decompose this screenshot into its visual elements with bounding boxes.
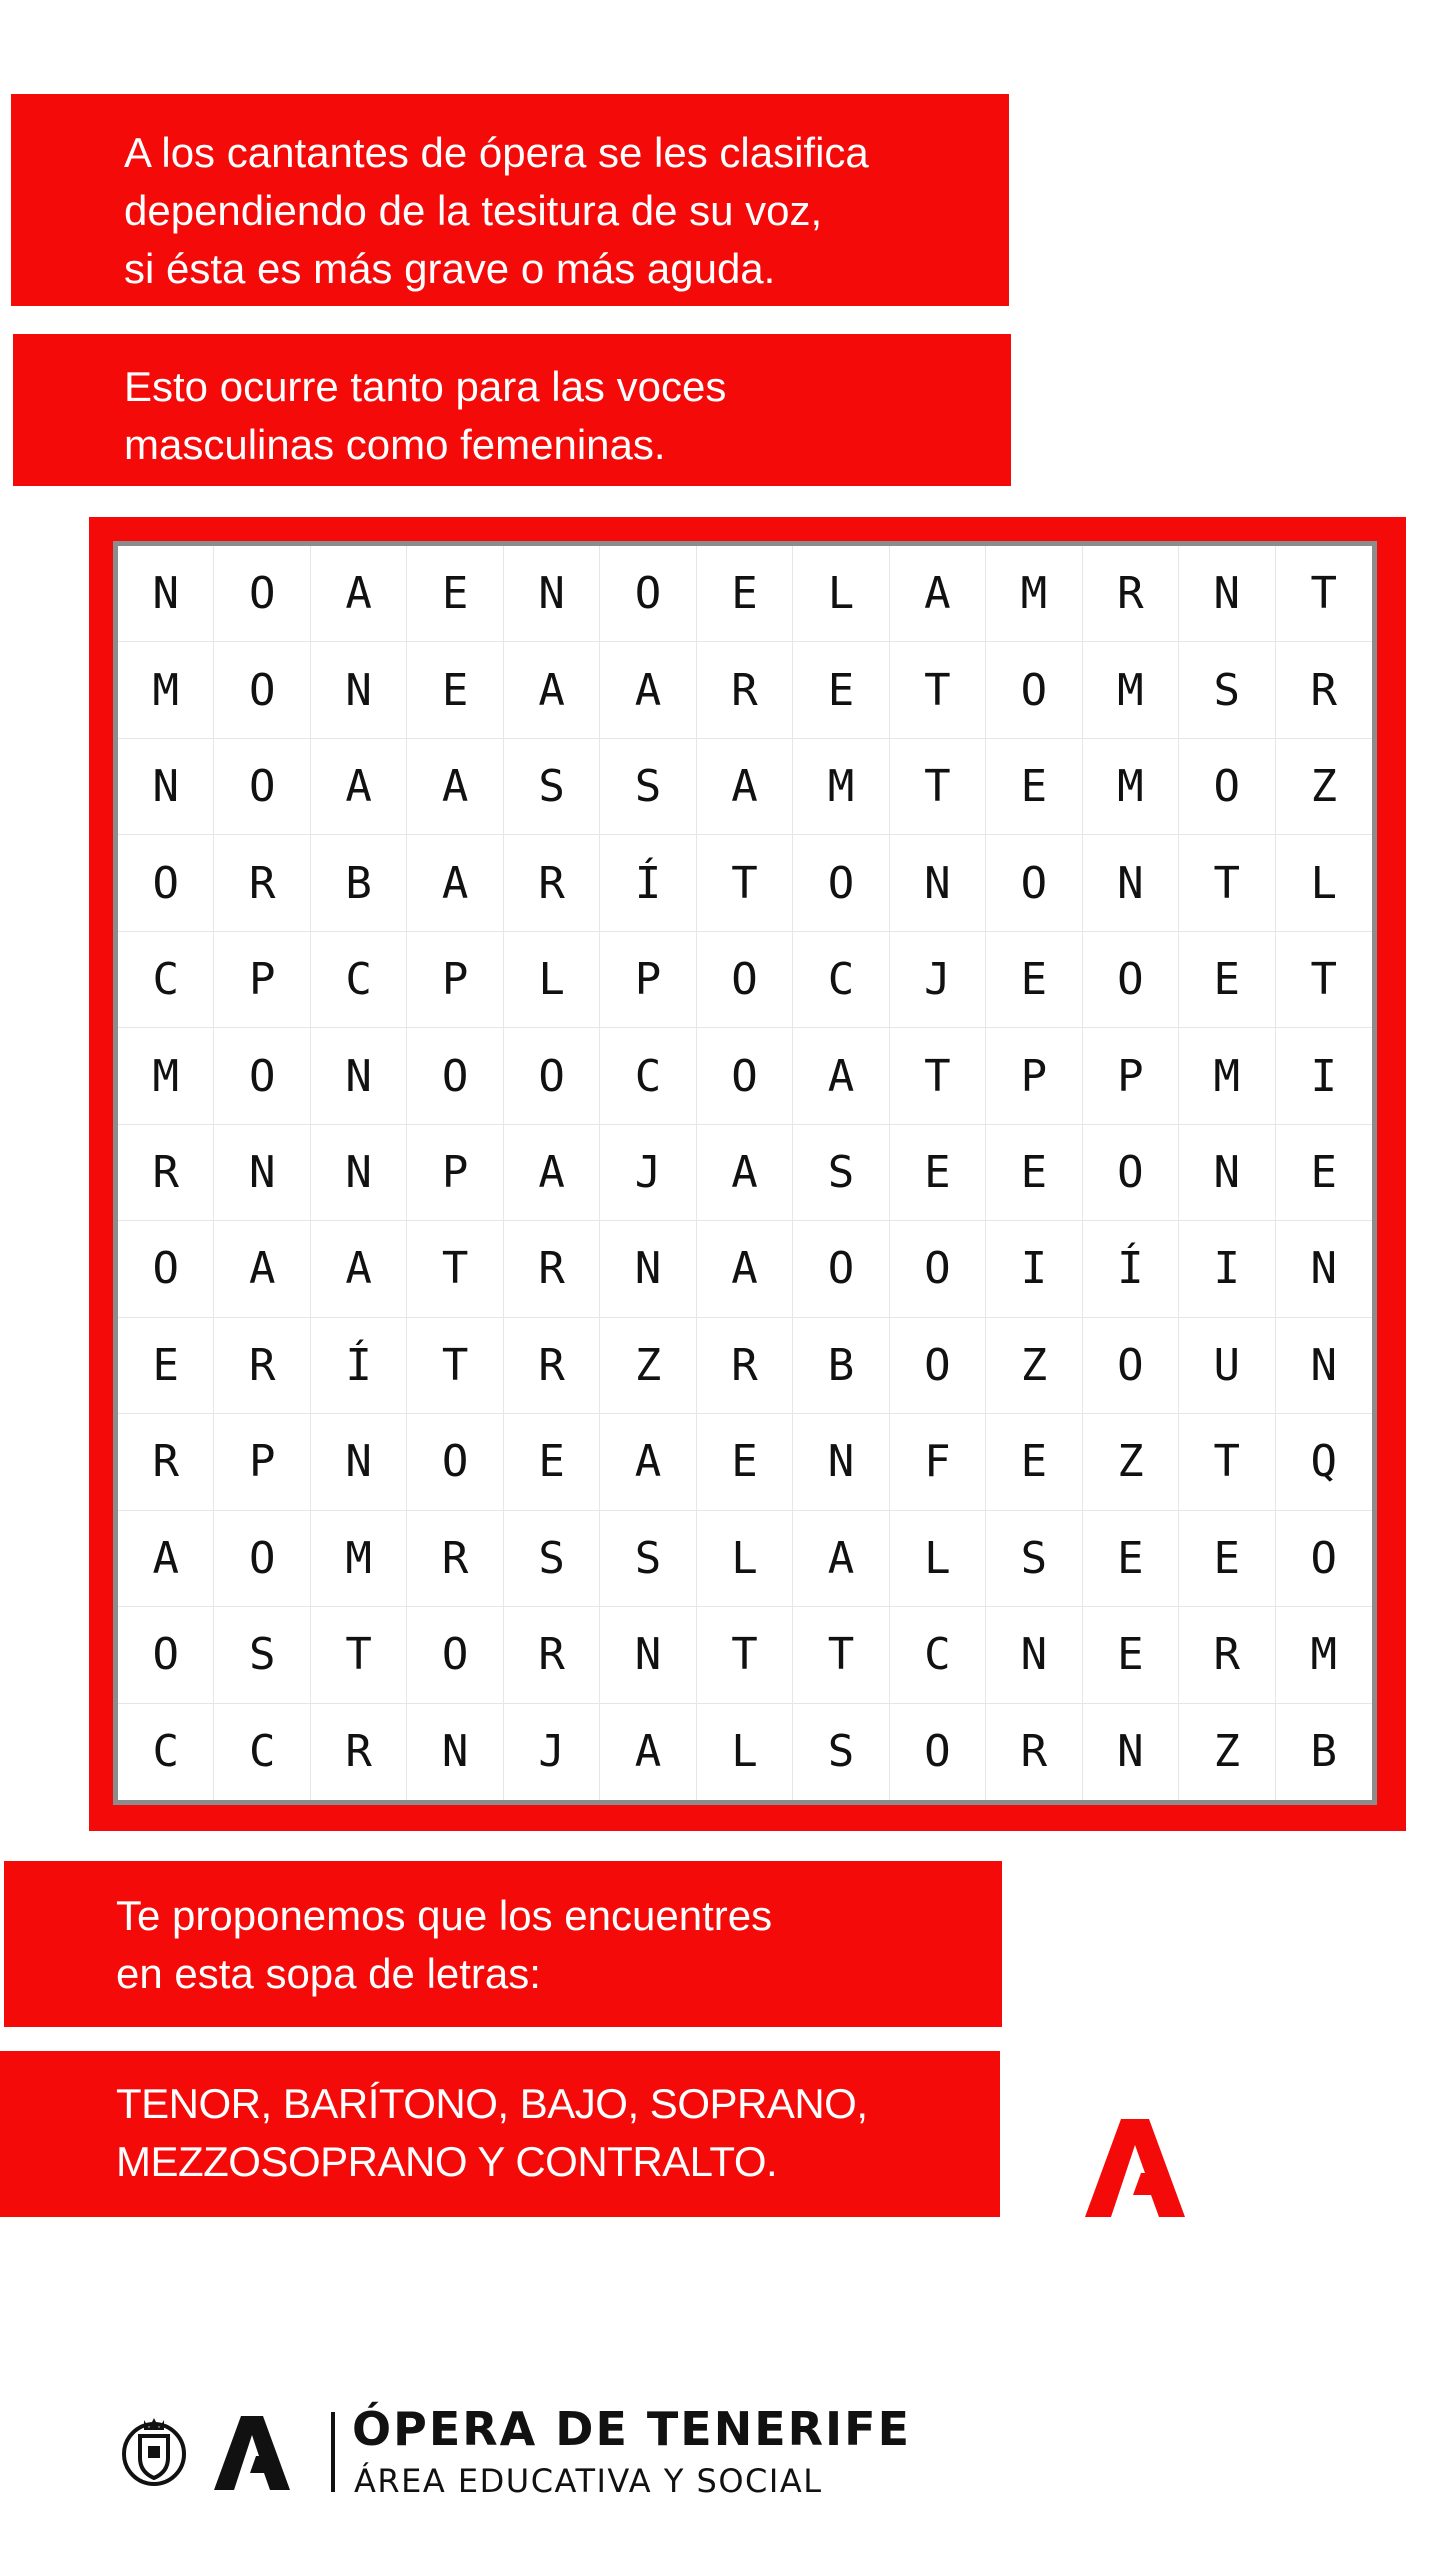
intro2-line: masculinas como femeninas. xyxy=(124,421,666,468)
grid-cell[interactable]: Í xyxy=(311,1318,407,1414)
footer-divider xyxy=(331,2412,335,2492)
grid-cell[interactable]: I xyxy=(986,1221,1082,1317)
grid-cell[interactable]: N xyxy=(1179,1125,1275,1221)
grid-cell[interactable]: A xyxy=(407,739,503,835)
grid-cell[interactable]: E xyxy=(1083,1511,1179,1607)
grid-cell[interactable]: S xyxy=(986,1511,1082,1607)
grid-cell[interactable]: R xyxy=(214,835,310,931)
intro-line: si ésta es más grave o más aguda. xyxy=(124,245,776,292)
grid-cell[interactable]: E xyxy=(407,546,503,642)
grid-cell[interactable]: A xyxy=(793,1028,889,1124)
grid-cell[interactable]: T xyxy=(1276,932,1372,1028)
footer-subtitle: ÁREA EDUCATIVA Y SOCIAL xyxy=(354,2462,823,2500)
grid-cell[interactable]: A xyxy=(311,1221,407,1317)
grid-cell[interactable]: E xyxy=(890,1125,986,1221)
opera-a-logo-icon xyxy=(1085,2115,1193,2217)
grid-cell[interactable]: T xyxy=(697,835,793,931)
grid-cell[interactable]: L xyxy=(1276,835,1372,931)
grid-cell[interactable]: O xyxy=(1083,1318,1179,1414)
grid-cell[interactable]: M xyxy=(793,739,889,835)
grid-cell[interactable]: N xyxy=(1083,835,1179,931)
grid-cell[interactable]: L xyxy=(697,1704,793,1800)
grid-cell[interactable]: M xyxy=(118,1028,214,1124)
grid-cell[interactable]: S xyxy=(504,1511,600,1607)
grid-cell[interactable]: M xyxy=(1083,642,1179,738)
grid-cell[interactable]: Z xyxy=(1083,1414,1179,1510)
grid-cell[interactable]: N xyxy=(311,1028,407,1124)
grid-cell[interactable]: A xyxy=(890,546,986,642)
prompt-line: Te proponemos que los encuentres xyxy=(116,1892,773,1939)
grid-cell[interactable]: R xyxy=(311,1704,407,1800)
grid-cell[interactable]: N xyxy=(118,546,214,642)
grid-cell[interactable]: P xyxy=(214,932,310,1028)
grid-cell[interactable]: O xyxy=(697,1028,793,1124)
grid-cell[interactable]: A xyxy=(311,546,407,642)
grid-cell[interactable]: L xyxy=(697,1511,793,1607)
grid-cell[interactable]: A xyxy=(504,1125,600,1221)
grid-cell[interactable]: O xyxy=(1083,932,1179,1028)
grid-cell[interactable]: Q xyxy=(1276,1414,1372,1510)
footer-title: ÓPERA DE TENERIFE xyxy=(352,2402,912,2456)
grid-cell[interactable]: M xyxy=(118,642,214,738)
grid-cell[interactable]: T xyxy=(890,739,986,835)
grid-cell[interactable]: N xyxy=(407,1704,503,1800)
grid-cell[interactable]: B xyxy=(1310,1726,1338,1778)
grid-cell[interactable]: O xyxy=(1083,1125,1179,1221)
grid-cell[interactable]: A xyxy=(600,642,696,738)
grid-cell[interactable]: Í xyxy=(600,835,696,931)
prompt-text-box xyxy=(4,1861,1002,2027)
grid-cell[interactable]: P xyxy=(986,1028,1082,1124)
grid-cell[interactable]: A xyxy=(600,1414,696,1510)
grid-cell[interactable]: O xyxy=(407,1607,503,1703)
opera-a-logo-icon-footer xyxy=(214,2413,296,2490)
grid-cell[interactable]: Z xyxy=(1276,739,1372,835)
word-list-line: TENOR, BARÍTONO, BAJO, SOPRANO, xyxy=(116,2080,868,2127)
grid-cell[interactable]: O xyxy=(214,739,310,835)
grid-cell[interactable]: Z xyxy=(986,1318,1082,1414)
grid-cell[interactable]: O xyxy=(214,1511,310,1607)
grid-cell[interactable]: T xyxy=(407,1221,503,1317)
grid-cell[interactable]: Í xyxy=(1083,1221,1179,1317)
grid-cell[interactable]: T xyxy=(407,1318,503,1414)
grid-cell[interactable]: L xyxy=(504,932,600,1028)
grid-cell[interactable]: T xyxy=(1276,546,1372,642)
grid-cell[interactable]: U xyxy=(1179,1318,1275,1414)
grid-cell[interactable]: R xyxy=(214,1318,310,1414)
grid-cell[interactable]: O xyxy=(504,1028,600,1124)
grid-cell[interactable]: O xyxy=(890,1704,986,1800)
grid-cell[interactable]: O xyxy=(793,1221,889,1317)
grid-cell[interactable]: M xyxy=(311,1511,407,1607)
grid-cell[interactable]: E xyxy=(1179,932,1275,1028)
grid-cell[interactable]: O xyxy=(214,642,310,738)
grid-cell[interactable]: O xyxy=(118,1221,214,1317)
grid-cell[interactable]: S xyxy=(600,1511,696,1607)
grid-cell[interactable]: N xyxy=(1276,1318,1372,1414)
grid-cell[interactable]: A xyxy=(214,1221,310,1317)
grid-cell[interactable]: S xyxy=(1179,642,1275,738)
intro2-text-box xyxy=(13,334,1011,486)
grid-cell[interactable]: N xyxy=(1083,1704,1179,1800)
grid-cell[interactable]: E xyxy=(986,739,1082,835)
grid-cell[interactable]: N xyxy=(1179,546,1275,642)
grid-cell[interactable]: A xyxy=(118,1511,214,1607)
grid-cell[interactable]: E xyxy=(118,1318,214,1414)
grid-cell[interactable]: A xyxy=(407,835,503,931)
grid-cell[interactable]: O xyxy=(214,546,310,642)
grid-cell[interactable]: P xyxy=(407,932,503,1028)
grid-cell[interactable]: T xyxy=(890,642,986,738)
grid-cell[interactable]: E xyxy=(1276,1125,1372,1221)
grid-cell[interactable]: E xyxy=(986,932,1082,1028)
grid-cell[interactable]: T xyxy=(1179,835,1275,931)
grid-cell[interactable]: Z xyxy=(600,1318,696,1414)
grid-cell[interactable]: E xyxy=(986,1414,1082,1510)
grid-cell[interactable]: N xyxy=(504,546,600,642)
grid-cell[interactable]: A xyxy=(697,1125,793,1221)
word-list-line: MEZZOSOPRANO Y CONTRALTO. xyxy=(116,2138,778,2185)
grid-cell[interactable]: E xyxy=(697,1414,793,1510)
grid-cell[interactable]: R xyxy=(697,1318,793,1414)
grid-cell[interactable]: N xyxy=(986,1607,1082,1703)
grid-cell[interactable]: O xyxy=(697,932,793,1028)
grid-cell[interactable]: O xyxy=(118,835,214,931)
grid-cell[interactable]: O xyxy=(1179,739,1275,835)
grid-cell[interactable]: I xyxy=(1276,1028,1372,1124)
grid-cell[interactable]: N xyxy=(890,835,986,931)
grid-cell[interactable]: S xyxy=(504,739,600,835)
grid-cell[interactable]: N xyxy=(600,1221,696,1317)
grid-cell[interactable]: P xyxy=(1083,1028,1179,1124)
grid-cell[interactable]: E xyxy=(1083,1607,1179,1703)
grid-cell[interactable]: R xyxy=(1179,1607,1275,1703)
grid-cell[interactable]: A xyxy=(697,1221,793,1317)
grid-cell[interactable]: B xyxy=(793,1318,889,1414)
grid-cell[interactable]: C xyxy=(118,932,214,1028)
grid-cell[interactable]: S xyxy=(600,739,696,835)
grid-cell[interactable]: O xyxy=(214,1028,310,1124)
intro-text-box xyxy=(11,94,1009,306)
grid-cell[interactable]: J xyxy=(600,1125,696,1221)
grid-cell[interactable]: C xyxy=(890,1607,986,1703)
grid-cell[interactable]: A xyxy=(697,739,793,835)
grid-cell[interactable]: T xyxy=(311,1607,407,1703)
grid-cell[interactable]: M xyxy=(1179,1028,1275,1124)
word-search-grid xyxy=(113,541,1377,1805)
grid-cell[interactable]: R xyxy=(1276,642,1372,738)
grid-cell[interactable]: N xyxy=(118,739,214,835)
grid-cell[interactable]: R xyxy=(407,1511,503,1607)
grid-cell[interactable]: O xyxy=(793,835,889,931)
grid-cell[interactable]: M xyxy=(1276,1607,1372,1703)
grid-cell[interactable]: R xyxy=(504,1221,600,1317)
grid-cell[interactable]: E xyxy=(793,642,889,738)
grid-cell[interactable]: O xyxy=(407,1028,503,1124)
grid-cell[interactable]: M xyxy=(1083,739,1179,835)
grid-cell[interactable]: B xyxy=(311,835,407,931)
grid-cell[interactable]: Z xyxy=(1179,1704,1275,1800)
grid-cell[interactable]: R xyxy=(504,1318,600,1414)
grid-cell[interactable]: T xyxy=(697,1607,793,1703)
grid-cell[interactable]: L xyxy=(890,1511,986,1607)
grid-cell[interactable]: T xyxy=(890,1028,986,1124)
grid-cell[interactable]: O xyxy=(890,1221,986,1317)
grid-cell[interactable]: N xyxy=(600,1607,696,1703)
grid-cell[interactable]: C xyxy=(214,1704,310,1800)
intro2-line: Esto ocurre tanto para las voces xyxy=(124,363,727,410)
grid-cell[interactable]: P xyxy=(600,932,696,1028)
grid-cell[interactable]: N xyxy=(793,1414,889,1510)
grid-cell[interactable]: S xyxy=(793,1125,889,1221)
grid-cell[interactable]: O xyxy=(986,835,1082,931)
grid-cell[interactable]: A xyxy=(504,642,600,738)
intro-line: A los cantantes de ópera se les clasifica xyxy=(124,129,869,176)
grid-cell[interactable]: T xyxy=(1179,1414,1275,1510)
grid-cell[interactable]: N xyxy=(311,1125,407,1221)
grid-cell[interactable]: E xyxy=(986,1125,1082,1221)
grid-cell[interactable]: L xyxy=(793,546,889,642)
grid-cell[interactable]: A xyxy=(311,739,407,835)
grid-cell[interactable]: J xyxy=(504,1704,600,1800)
grid-cell[interactable]: N xyxy=(311,642,407,738)
grid-cell[interactable]: E xyxy=(407,642,503,738)
grid-cell[interactable]: J xyxy=(890,932,986,1028)
grid-cell[interactable]: P xyxy=(214,1414,310,1510)
grid-cell[interactable]: O xyxy=(407,1414,503,1510)
grid-cell[interactable]: R xyxy=(118,1125,214,1221)
grid-cell[interactable]: O xyxy=(890,1318,986,1414)
grid-cell[interactable]: N xyxy=(1276,1221,1372,1317)
grid-cell[interactable]: N xyxy=(311,1414,407,1510)
grid-cell[interactable]: C xyxy=(311,932,407,1028)
word-search-frame xyxy=(89,517,1406,1831)
grid-cell[interactable]: E xyxy=(504,1414,600,1510)
grid-cell[interactable]: E xyxy=(697,546,793,642)
grid-cell[interactable]: N xyxy=(214,1125,310,1221)
grid-cell[interactable]: R xyxy=(1083,546,1179,642)
grid-cell[interactable]: R xyxy=(504,1607,600,1703)
grid-cell[interactable]: T xyxy=(793,1607,889,1703)
grid-cell[interactable]: M xyxy=(986,546,1082,642)
prompt-line: en esta sopa de letras: xyxy=(116,1950,541,1997)
grid-cell[interactable]: I xyxy=(1179,1221,1275,1317)
grid-cell[interactable]: C xyxy=(118,1704,214,1800)
grid-cell[interactable]: O xyxy=(118,1607,214,1703)
grid-cell[interactable]: P xyxy=(407,1125,503,1221)
grid-cell[interactable]: S xyxy=(214,1607,310,1703)
grid-cell[interactable]: C xyxy=(793,932,889,1028)
grid-cell[interactable]: A xyxy=(600,1704,696,1800)
grid-cell[interactable]: S xyxy=(793,1704,889,1800)
grid-cell[interactable]: C xyxy=(600,1028,696,1124)
grid-cell[interactable]: O xyxy=(600,546,696,642)
grid-cell[interactable]: F xyxy=(890,1414,986,1510)
grid-cell[interactable]: R xyxy=(504,835,600,931)
grid-cell[interactable]: A xyxy=(793,1511,889,1607)
grid-cell[interactable]: R xyxy=(986,1704,1082,1800)
grid-cell[interactable]: O xyxy=(1276,1511,1372,1607)
grid-cell[interactable]: O xyxy=(986,642,1082,738)
grid-cell[interactable]: R xyxy=(697,642,793,738)
intro-line: dependiendo de la tesitura de su voz, xyxy=(124,187,823,234)
grid-cell[interactable]: E xyxy=(1179,1511,1275,1607)
word-list-box xyxy=(0,2051,1000,2217)
cabildo-de-tenerife-shield-icon xyxy=(118,2410,190,2490)
grid-cell[interactable]: R xyxy=(118,1414,214,1510)
